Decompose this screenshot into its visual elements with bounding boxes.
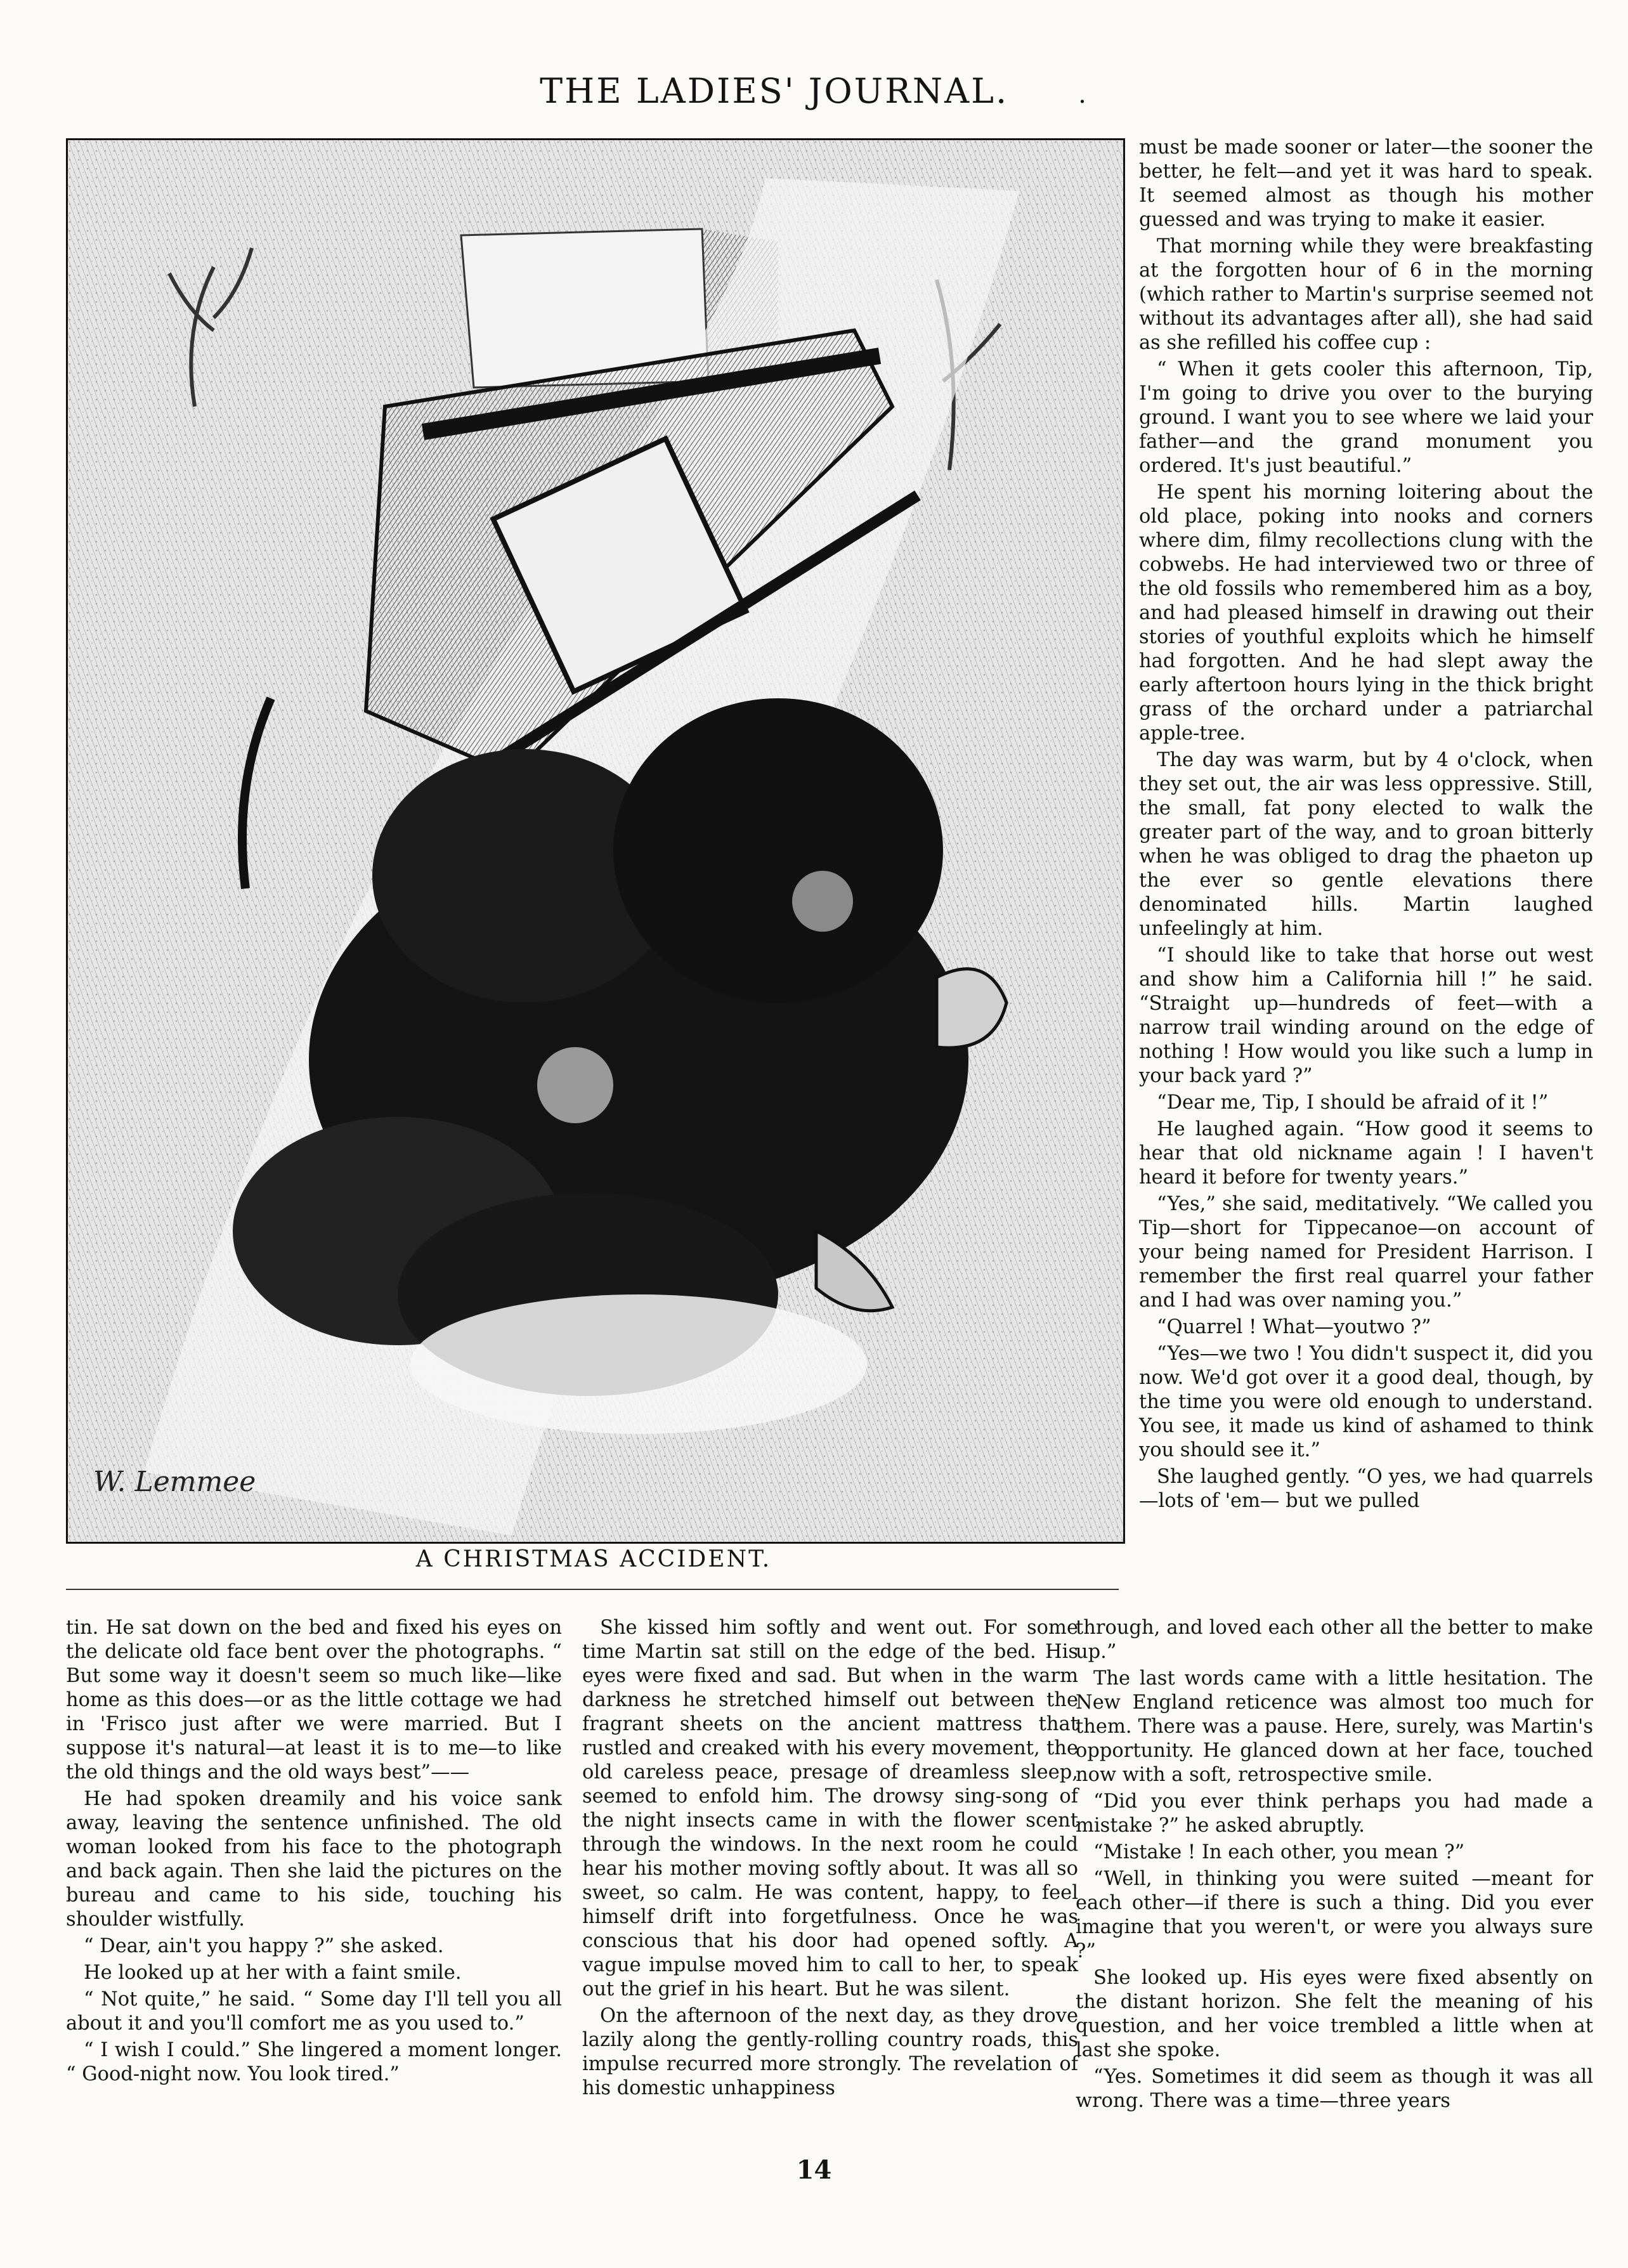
paragraph: tin. He sat down on the bed and fixed his eyes on the delicate old face bent over the photographs. “ But some way it doesn't seem so much like—like home as this does—or as the little cottage we had in 'Frisco just after we were married. But I suppose it's natural—at least it is to me—to like the old things and the old ways best”—— [66,1617,562,1783]
paragraph: “Did you ever think perhaps you had made a mistake ?” he asked abruptly. [1076,1790,1593,1837]
illustration-caption: A CHRISTMAS ACCIDENT. [415,1546,772,1572]
paragraph: She kissed him softly and went out. For some time Martin sat still on the edge of the bed. His eyes were fixed and sad. But when in the warm darkness he stretched himself out between the fragrant sheets on the ancient mattress that rustled and creaked with his every movement, the old careless peace, presage of dreamless sleep, seemed to enfold him. The drowsy sing-song of the night insects came in with the flower scent through the windows. In the next room he could hear his mother moving softly about. It was all so sweet, so calm. He was content, happy, to feel himself drift into forgetfulness. Once he was conscious that his door had opened softly. A vague impulse moved him to call to her, to speak out the grief in his heart. But he was silent. [582,1617,1078,2000]
paragraph: must be made sooner or later—the sooner the better, he felt—and yet it was hard to speak. It seemed almost as though his mother guessed and was trying to make it easier. [1139,136,1593,231]
journal-title: THE LADIES' JOURNAL. [540,71,1009,111]
paragraph: “ Dear, ain't you happy ?” she asked. [84,1935,444,1957]
paragraph: “Yes. Sometimes it did seem as though it was all wrong. There was a time—three years [1076,2066,1593,2112]
article-column-left [66,1616,562,2089]
paragraph: He laughed again. “How good it seems to hear that old nickname again ! I haven't heard it before for twenty years.” [1139,1118,1593,1189]
artist-signature: W. Lemmee [93,1466,256,1498]
paragraph: On the afternoon of the next day, as they drove lazily along the gently-rolling country roads, this impulse recurred more strongly. The revelation of his domestic unhappiness [582,2005,1078,2099]
journal-header: THE LADIES' JOURNAL. . [540,71,1088,111]
paragraph: “Yes—we two ! You didn't suspect it, did you now. We'd got over it a good deal, though, by the time you were old enough to understand. You see, it made us kind of ashamed to think you should see it.” [1139,1343,1593,1461]
paragraph: “ I wish I could.” She lingered a moment longer. “ Good-night now. You look tired.” [66,2039,562,2085]
paragraph: “Well, in thinking you were suited —meant for each other—if there is such a thing. Did you ever imagine that you weren't, or were you always sure ?” [1076,1868,1593,1962]
paragraph: “Mistake ! In each other, you mean ?” [1093,1841,1465,1863]
paragraph: “I should like to take that horse out west and show him a California hill !” he said. “Straight up—hundreds of feet—with a narrow trail winding around on the edge of nothing ! How would you like such a lump in your back yard ?” [1139,944,1593,1087]
paragraph: The day was warm, but by 4 o'clock, when they set out, the air was less oppressive. Still, the small, fat pony elected to walk the greater part of the way, and to groan bitterly when he was obliged to drag the phaeton up the ever so gentle elevations there denominated hills. Martin laughed unfeelingly at him. [1139,749,1593,940]
article-column-right-bottom [1076,1616,1593,2116]
paragraph: He had spoken dreamily and his voice sank away, leaving the sentence unfinished. The old woman looked from his face to the photograph and back again. Then she laid the pictures on the bureau and came to his side, touching his shoulder wistfully. [66,1788,562,1931]
paragraph: “Quarrel ! What—youtwo ?” [1157,1316,1431,1338]
paragraph: She looked up. His eyes were fixed absently on the distant horizon. She felt the meaning of his question, and her voice trembled a little when at last she spoke. [1076,1967,1593,2061]
article-column-right-top [1139,136,1593,1516]
page-number: 14 [796,2155,832,2185]
paragraph: “ When it gets cooler this afternoon, Tip, I'm going to drive you over to the burying ground. I want you to see where we laid your father—and the grand monument you ordered. It's just beautiful.” [1139,358,1593,477]
paragraph: That morning while they were breakfasting at the forgotten hour of 6 in the morning (which rather to Martin's surprise seemed not without its advantages after all), she had said as she refilled his coffee cup : [1139,235,1593,354]
paragraph: The last words came with a little hesitation. The New England reticence was almost too much for them. There was a pause. Here, surely, was Martin's opportunity. He glanced down at her face, touched now with a soft, retrospective smile. [1076,1667,1593,1786]
paragraph: “Dear me, Tip, I should be afraid of it !” [1157,1092,1549,1114]
engraving-artwork [68,140,1123,1542]
paragraph: through, and loved each other all the better to make up.” [1076,1617,1593,1663]
paragraph: He spent his morning loitering about the old place, poking into nooks and corners where dim, filmy recollections clung with the cobwebs. He had interviewed two or three of the old fossils who remembered him as a boy, and had pleased himself in drawing out their stories of youthful exploits which he himself had forgotten. And he had slept away the early aftertoon hours lying in the thick bright grass of the orchard under a patriarchal apple-tree. [1139,481,1593,745]
paragraph: He looked up at her with a faint smile. [84,1962,462,1984]
christmas-accident-illustration [66,138,1125,1544]
article-column-middle [582,1616,1078,2103]
paragraph: “ Not quite,” he said. “ Some day I'll tell you all about it and you'll comfort me as you used to.” [66,1988,562,2035]
paragraph: She laughed gently. “O yes, we had quarrels—lots of 'em— but we pulled [1139,1466,1593,1512]
paragraph: “Yes,” she said, meditatively. “We called you Tip—short for Tippecanoe—on account of your being named for President Harrison. I remember the first real quarrel your father and I had was over naming you.” [1139,1193,1593,1312]
column-divider-rule [66,1589,1119,1590]
